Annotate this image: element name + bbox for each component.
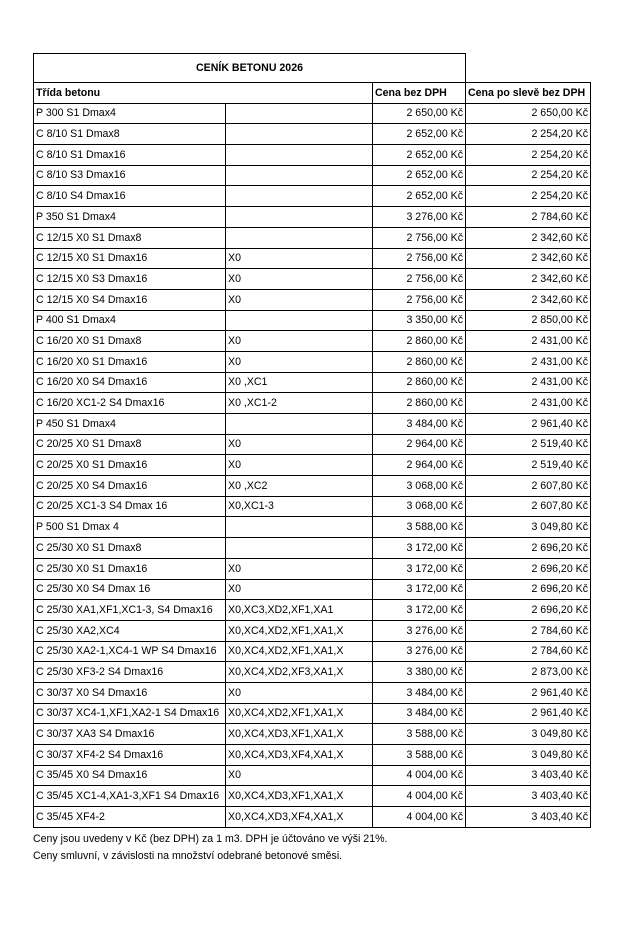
table-row xyxy=(34,351,591,372)
header-discount-price: Cena po slevě bez DPH xyxy=(466,83,591,104)
cell-discount-price: 2 607,80 Kč xyxy=(466,496,591,517)
table-row xyxy=(34,269,591,290)
cell-concrete-class: C 35/45 XC1-4,XA1-3,XF1 S4 Dmax16 xyxy=(34,786,226,807)
cell-exposure-class: X0,XC3,XD2,XF1,XA1 xyxy=(226,600,373,621)
cell-price: 3 484,00 Kč xyxy=(373,682,466,703)
cell-concrete-class: P 400 S1 Dmax4 xyxy=(34,310,226,331)
cell-discount-price: 2 254,20 Kč xyxy=(466,165,591,186)
cell-discount-price: 2 696,20 Kč xyxy=(466,538,591,559)
table-row xyxy=(34,227,591,248)
table-row xyxy=(34,103,591,124)
cell-concrete-class: C 20/25 X0 S1 Dmax16 xyxy=(34,455,226,476)
cell-concrete-class: C 35/45 XF4-2 xyxy=(34,807,226,828)
cell-concrete-class: C 16/20 X0 S4 Dmax16 xyxy=(34,372,226,393)
cell-concrete-class: C 25/30 X0 S4 Dmax 16 xyxy=(34,579,226,600)
cell-exposure-class: X0 xyxy=(226,351,373,372)
cell-price: 3 588,00 Kč xyxy=(373,517,466,538)
cell-discount-price: 2 696,20 Kč xyxy=(466,558,591,579)
cell-discount-price: 3 403,40 Kč xyxy=(466,807,591,828)
table-row xyxy=(34,165,591,186)
cell-exposure-class xyxy=(226,207,373,228)
cell-price: 2 756,00 Kč xyxy=(373,227,466,248)
table-row xyxy=(34,703,591,724)
cell-concrete-class: C 20/25 XC1-3 S4 Dmax 16 xyxy=(34,496,226,517)
cell-concrete-class: C 16/20 X0 S1 Dmax16 xyxy=(34,351,226,372)
table-row xyxy=(34,414,591,435)
table-row xyxy=(34,310,591,331)
cell-concrete-class: C 30/37 X0 S4 Dmax16 xyxy=(34,682,226,703)
cell-exposure-class: X0,XC1-3 xyxy=(226,496,373,517)
cell-price: 3 484,00 Kč xyxy=(373,414,466,435)
cell-concrete-class: C 25/30 X0 S1 Dmax8 xyxy=(34,538,226,559)
cell-price: 3 380,00 Kč xyxy=(373,662,466,683)
cell-price: 3 068,00 Kč xyxy=(373,476,466,497)
cell-price: 3 276,00 Kč xyxy=(373,641,466,662)
cell-discount-price: 2 784,60 Kč xyxy=(466,207,591,228)
cell-discount-price: 3 403,40 Kč xyxy=(466,786,591,807)
table-row xyxy=(34,207,591,228)
cell-price: 2 860,00 Kč xyxy=(373,351,466,372)
table-row xyxy=(34,538,591,559)
cell-concrete-class: C 12/15 X0 S4 Dmax16 xyxy=(34,289,226,310)
table-row xyxy=(34,641,591,662)
cell-discount-price: 2 961,40 Kč xyxy=(466,414,591,435)
notes xyxy=(33,831,591,865)
cell-exposure-class: X0 xyxy=(226,269,373,290)
cell-discount-price: 2 254,20 Kč xyxy=(466,145,591,166)
cell-discount-price: 2 254,20 Kč xyxy=(466,124,591,145)
cell-exposure-class xyxy=(226,310,373,331)
cell-exposure-class xyxy=(226,165,373,186)
cell-price: 4 004,00 Kč xyxy=(373,807,466,828)
cell-discount-price: 2 696,20 Kč xyxy=(466,600,591,621)
cell-price: 2 860,00 Kč xyxy=(373,372,466,393)
table-row xyxy=(34,434,591,455)
cell-price: 3 172,00 Kč xyxy=(373,600,466,621)
cell-price: 2 860,00 Kč xyxy=(373,393,466,414)
cell-exposure-class xyxy=(226,103,373,124)
table-row xyxy=(34,765,591,786)
cell-discount-price: 2 784,60 Kč xyxy=(466,620,591,641)
cell-concrete-class: C 25/30 X0 S1 Dmax16 xyxy=(34,558,226,579)
cell-price: 2 652,00 Kč xyxy=(373,145,466,166)
header-price: Cena bez DPH xyxy=(373,83,466,104)
cell-concrete-class: P 350 S1 Dmax4 xyxy=(34,207,226,228)
cell-exposure-class: X0 xyxy=(226,765,373,786)
title-blank-cell xyxy=(466,54,591,83)
cell-exposure-class: X0,XC4,XD2,XF1,XA1,X xyxy=(226,703,373,724)
table-row xyxy=(34,620,591,641)
cell-price: 3 350,00 Kč xyxy=(373,310,466,331)
price-list-sheet xyxy=(33,53,591,865)
table-row xyxy=(34,476,591,497)
cell-concrete-class: C 20/25 X0 S4 Dmax16 xyxy=(34,476,226,497)
cell-concrete-class: P 300 S1 Dmax4 xyxy=(34,103,226,124)
cell-concrete-class: C 8/10 S3 Dmax16 xyxy=(34,165,226,186)
cell-concrete-class: C 12/15 X0 S3 Dmax16 xyxy=(34,269,226,290)
cell-discount-price: 2 431,00 Kč xyxy=(466,393,591,414)
table-row xyxy=(34,682,591,703)
cell-price: 2 964,00 Kč xyxy=(373,434,466,455)
cell-exposure-class: X0,XC4,XD3,XF1,XA1,X xyxy=(226,724,373,745)
table-row xyxy=(34,662,591,683)
table-row xyxy=(34,786,591,807)
cell-exposure-class: X0,XC4,XD3,XF4,XA1,X xyxy=(226,745,373,766)
cell-concrete-class: P 500 S1 Dmax 4 xyxy=(34,517,226,538)
cell-exposure-class: X0 xyxy=(226,434,373,455)
cell-concrete-class: C 25/30 XF3-2 S4 Dmax16 xyxy=(34,662,226,683)
table-row xyxy=(34,145,591,166)
cell-price: 3 484,00 Kč xyxy=(373,703,466,724)
cell-price: 2 756,00 Kč xyxy=(373,269,466,290)
cell-exposure-class xyxy=(226,227,373,248)
note-vat: Ceny jsou uvedeny v Kč (bez DPH) za 1 m3. DPH je účtováno ve výši 21%. xyxy=(33,832,388,845)
cell-concrete-class: C 16/20 X0 S1 Dmax8 xyxy=(34,331,226,352)
cell-discount-price: 2 431,00 Kč xyxy=(466,351,591,372)
cell-discount-price: 2 850,00 Kč xyxy=(466,310,591,331)
cell-exposure-class: X0 xyxy=(226,682,373,703)
cell-concrete-class: C 30/37 XF4-2 S4 Dmax16 xyxy=(34,745,226,766)
table-row xyxy=(34,393,591,414)
table-row xyxy=(34,724,591,745)
cell-concrete-class: P 450 S1 Dmax4 xyxy=(34,414,226,435)
cell-price: 3 276,00 Kč xyxy=(373,207,466,228)
cell-exposure-class: X0 ,XC2 xyxy=(226,476,373,497)
cell-exposure-class: X0,XC4,XD2,XF1,XA1,X xyxy=(226,641,373,662)
table-row xyxy=(34,455,591,476)
cell-discount-price: 2 961,40 Kč xyxy=(466,682,591,703)
table-row xyxy=(34,600,591,621)
cell-price: 2 650,00 Kč xyxy=(373,103,466,124)
cell-discount-price: 2 254,20 Kč xyxy=(466,186,591,207)
cell-discount-price: 2 342,60 Kč xyxy=(466,248,591,269)
table-row xyxy=(34,186,591,207)
cell-discount-price: 2 431,00 Kč xyxy=(466,331,591,352)
page-title: CENÍK BETONU 2026 xyxy=(34,54,466,83)
cell-price: 2 860,00 Kč xyxy=(373,331,466,352)
cell-discount-price: 2 961,40 Kč xyxy=(466,703,591,724)
cell-price: 2 756,00 Kč xyxy=(373,248,466,269)
cell-concrete-class: C 8/10 S1 Dmax16 xyxy=(34,145,226,166)
note-contract: Ceny smluvní, v závislosti na množství odebrané betonové směsi. xyxy=(33,849,343,862)
cell-exposure-class xyxy=(226,145,373,166)
cell-discount-price: 2 519,40 Kč xyxy=(466,434,591,455)
cell-concrete-class: C 30/37 XC4-1,XF1,XA2-1 S4 Dmax16 xyxy=(34,703,226,724)
cell-discount-price: 2 431,00 Kč xyxy=(466,372,591,393)
cell-discount-price: 2 342,60 Kč xyxy=(466,269,591,290)
cell-concrete-class: C 12/15 X0 S1 Dmax8 xyxy=(34,227,226,248)
cell-discount-price: 2 342,60 Kč xyxy=(466,289,591,310)
cell-exposure-class: X0 xyxy=(226,558,373,579)
table-row xyxy=(34,579,591,600)
table-row xyxy=(34,124,591,145)
cell-discount-price: 2 873,00 Kč xyxy=(466,662,591,683)
cell-exposure-class: X0,XC4,XD3,XF1,XA1,X xyxy=(226,786,373,807)
cell-exposure-class: X0 xyxy=(226,289,373,310)
cell-concrete-class: C 25/30 XA2-1,XC4-1 WP S4 Dmax16 xyxy=(34,641,226,662)
cell-price: 3 172,00 Kč xyxy=(373,579,466,600)
table-row xyxy=(34,558,591,579)
table-row xyxy=(34,745,591,766)
cell-concrete-class: C 12/15 X0 S1 Dmax16 xyxy=(34,248,226,269)
price-table xyxy=(33,53,591,828)
cell-price: 3 172,00 Kč xyxy=(373,538,466,559)
cell-price: 2 756,00 Kč xyxy=(373,289,466,310)
cell-price: 3 172,00 Kč xyxy=(373,558,466,579)
table-row xyxy=(34,496,591,517)
cell-concrete-class: C 16/20 XC1-2 S4 Dmax16 xyxy=(34,393,226,414)
cell-exposure-class: X0,XC4,XD2,XF1,XA1,X xyxy=(226,620,373,641)
cell-price: 3 588,00 Kč xyxy=(373,745,466,766)
cell-discount-price: 2 342,60 Kč xyxy=(466,227,591,248)
cell-discount-price: 3 403,40 Kč xyxy=(466,765,591,786)
table-row xyxy=(34,517,591,538)
cell-price: 4 004,00 Kč xyxy=(373,786,466,807)
table-row xyxy=(34,807,591,828)
cell-concrete-class: C 25/30 XA2,XC4 xyxy=(34,620,226,641)
cell-exposure-class xyxy=(226,517,373,538)
cell-discount-price: 2 696,20 Kč xyxy=(466,579,591,600)
cell-exposure-class: X0 ,XC1-2 xyxy=(226,393,373,414)
cell-price: 2 652,00 Kč xyxy=(373,186,466,207)
cell-discount-price: 2 784,60 Kč xyxy=(466,641,591,662)
cell-concrete-class: C 35/45 X0 S4 Dmax16 xyxy=(34,765,226,786)
cell-price: 3 068,00 Kč xyxy=(373,496,466,517)
cell-exposure-class: X0 xyxy=(226,331,373,352)
cell-exposure-class: X0 xyxy=(226,579,373,600)
cell-exposure-class: X0 xyxy=(226,455,373,476)
cell-discount-price: 2 519,40 Kč xyxy=(466,455,591,476)
cell-exposure-class xyxy=(226,186,373,207)
cell-discount-price: 3 049,80 Kč xyxy=(466,745,591,766)
cell-discount-price: 2 607,80 Kč xyxy=(466,476,591,497)
cell-discount-price: 2 650,00 Kč xyxy=(466,103,591,124)
cell-price: 3 276,00 Kč xyxy=(373,620,466,641)
cell-price: 3 588,00 Kč xyxy=(373,724,466,745)
cell-concrete-class: C 30/37 XA3 S4 Dmax16 xyxy=(34,724,226,745)
cell-exposure-class: X0,XC4,XD2,XF3,XA1,X xyxy=(226,662,373,683)
cell-exposure-class: X0 ,XC1 xyxy=(226,372,373,393)
cell-discount-price: 3 049,80 Kč xyxy=(466,517,591,538)
cell-exposure-class: X0,XC4,XD3,XF4,XA1,X xyxy=(226,807,373,828)
cell-exposure-class: X0 xyxy=(226,248,373,269)
cell-price: 2 964,00 Kč xyxy=(373,455,466,476)
cell-concrete-class: C 8/10 S1 Dmax8 xyxy=(34,124,226,145)
cell-exposure-class xyxy=(226,124,373,145)
title-row xyxy=(34,54,591,83)
table-row xyxy=(34,248,591,269)
table-row xyxy=(34,331,591,352)
cell-concrete-class: C 25/30 XA1,XF1,XC1-3, S4 Dmax16 xyxy=(34,600,226,621)
cell-exposure-class xyxy=(226,414,373,435)
header-row xyxy=(34,83,591,104)
cell-price: 2 652,00 Kč xyxy=(373,124,466,145)
cell-price: 2 652,00 Kč xyxy=(373,165,466,186)
header-concrete-class: Třída betonu xyxy=(34,83,373,104)
table-row xyxy=(34,372,591,393)
cell-exposure-class xyxy=(226,538,373,559)
cell-concrete-class: C 8/10 S4 Dmax16 xyxy=(34,186,226,207)
cell-price: 4 004,00 Kč xyxy=(373,765,466,786)
cell-concrete-class: C 20/25 X0 S1 Dmax8 xyxy=(34,434,226,455)
table-row xyxy=(34,289,591,310)
cell-discount-price: 3 049,80 Kč xyxy=(466,724,591,745)
